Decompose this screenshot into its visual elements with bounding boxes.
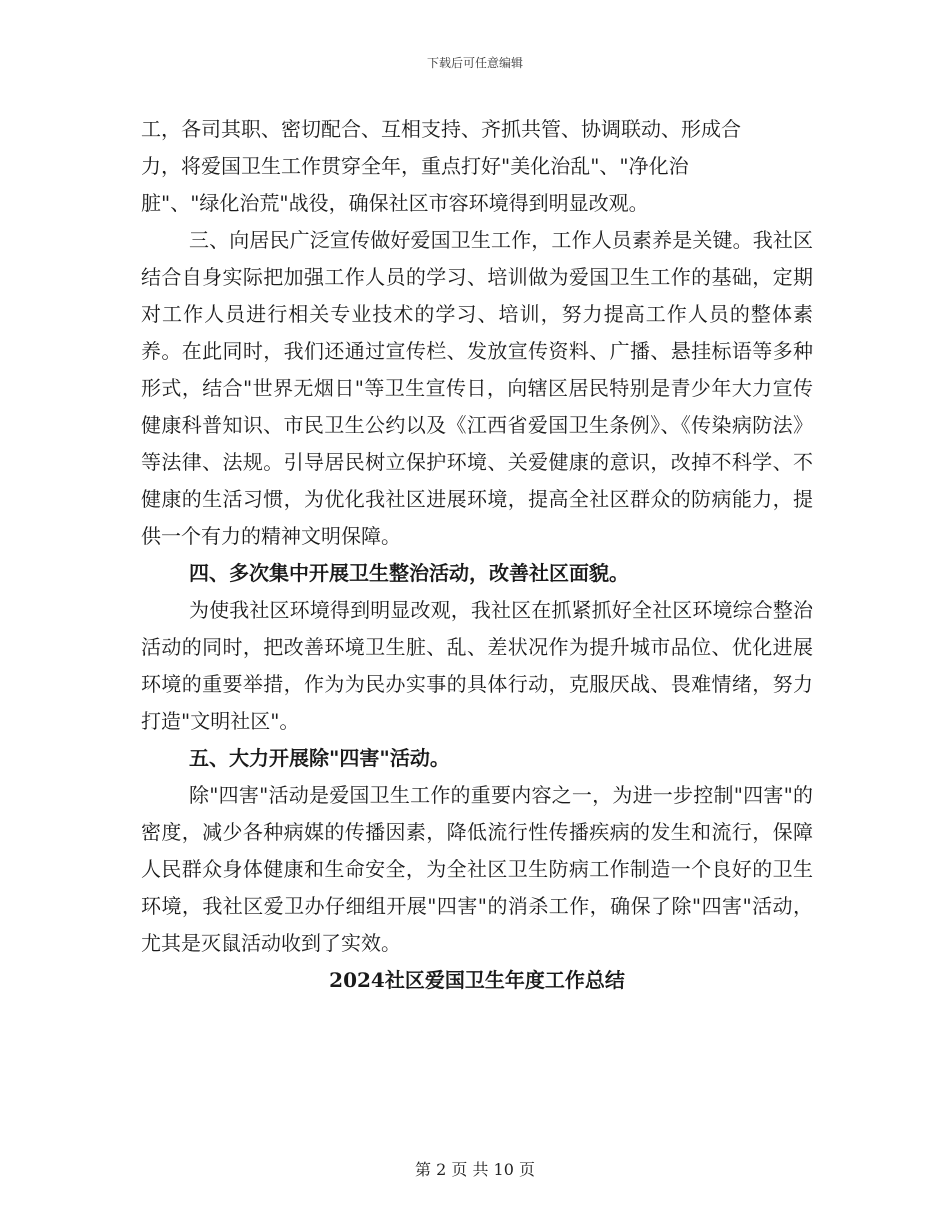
paragraph-continuation-line-2: 力，将爱国卫生工作贯穿全年，重点打好"美化治乱"、"净化治: [141, 154, 689, 178]
page-number: 第 2 页 共 10 页: [415, 1160, 535, 1179]
paragraph-continuation-line-3: 脏"、"绿化治荒"战役，确保社区市容环境得到明显改观。: [141, 191, 649, 215]
paragraph-section-three: 三、向居民广泛宣传做好爱国卫生工作，工作人员素养是关键。我社区结合自身实际把加强工作人员的学习、培训做为爱国卫生工作的基础，定期对工作人员进行相关专业技术的学习、培训，努力提高工作人员的整体素养。在此同时，我们还通过宣传栏、发放宣传资料、广播、悬挂标语等多种形式，结合"世界无烟日"等卫生宣传日，向辖区居民特别是青少年大力宣传健康科普知识、市民卫生公约以及《江西省爱国卫生条例》、《传染病防法》等法律、法规。引导居民树立保护环境、关爱健康的意识，改掉不科学、不健康的生活习惯，为优化我社区进展环境，提高全社区群众的防病能力，提供一个有力的精神文明保障。: [141, 228, 813, 548]
document-body: [141, 111, 813, 999]
document-title: 2024社区爱国卫生年度工作总结: [329, 968, 625, 992]
paragraph-section-five: 除"四害"活动是爱国卫生工作的重要内容之一，为进一步控制"四害"的密度，减少各种病媒的传播因素，降低流行性传播疾病的发生和流行，保障人民群众身体健康和生命安全，为全社区卫生防病工作制造一个良好的卫生环境，我社区爱卫办仔细组开展"四害"的消杀工作，确保了除"四害"活动，尤其是灭鼠活动收到了实效。: [141, 783, 813, 955]
section-heading-four: 四、多次集中开展卫生整治活动，改善社区面貌。: [189, 561, 629, 585]
page-header-note: 下载后可任意编辑: [426, 56, 523, 70]
paragraph-section-four: 为使我社区环境得到明显改观，我社区在抓紧抓好全社区环境综合整治活动的同时，把改善环境卫生脏、乱、差状况作为提升城市品位、优化进展环境的重要举措，作为为民办实事的具体行动，克服厌战、畏难情绪，努力打造"文明社区"。: [141, 598, 813, 733]
section-heading-five: 五、大力开展除"四害"活动。: [189, 746, 450, 770]
paragraph-continuation-line-1: 工，各司其职、密切配合、互相支持、齐抓共管、协调联动、形成合: [141, 117, 741, 141]
